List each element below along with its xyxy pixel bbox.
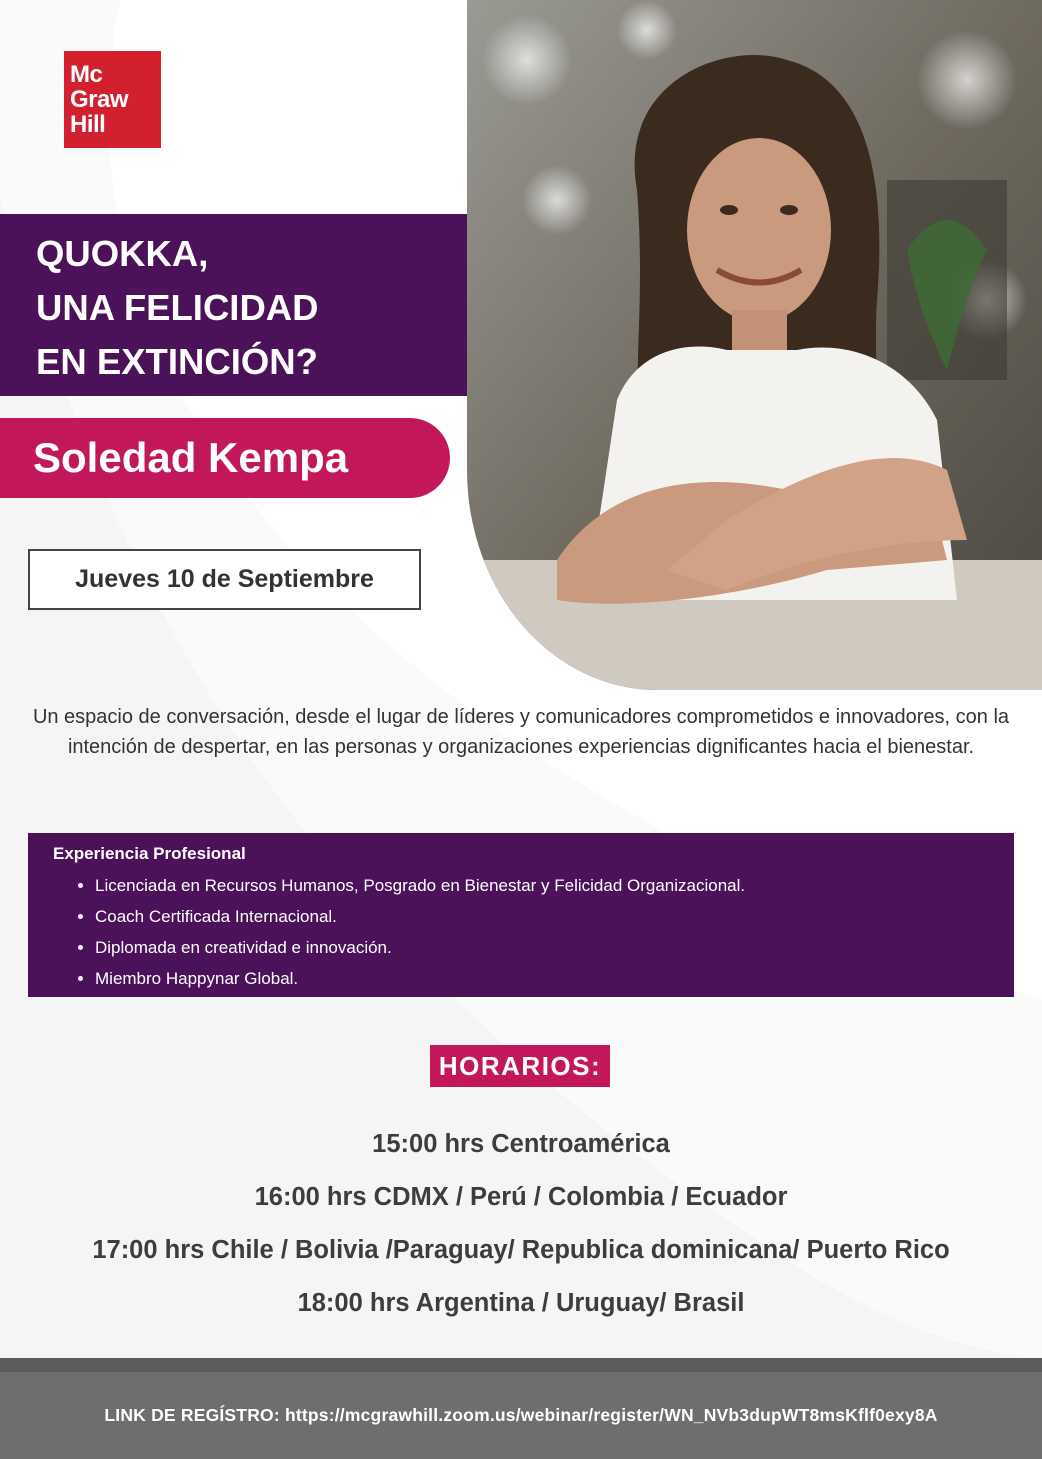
speaker-photo <box>467 0 1042 690</box>
speaker-name: Soledad Kempa <box>0 418 450 498</box>
experience-list <box>53 870 1014 994</box>
experience-panel <box>28 833 1014 997</box>
logo-line: Hill <box>70 111 106 138</box>
event-description: Un espacio de conversación, desde el lugar de líderes y comunicadores comprometidos e innovadores, con la intención de despertar, en las personas y organizaciones experiencias dignificantes hacia el bienestar. <box>32 706 1010 758</box>
schedule-line: 18:00 hrs Argentina / Uruguay/ Brasil <box>297 1289 745 1317</box>
list-item: • Miembro Happynar Global. <box>95 963 1014 994</box>
logo-line: Mc <box>70 61 103 88</box>
schedule-line: 15:00 hrs Centroamérica <box>372 1130 670 1158</box>
experience-title: Experiencia Profesional <box>53 844 246 863</box>
title-line: UNA FELICIDAD <box>36 287 319 328</box>
event-title <box>0 214 467 396</box>
event-date: Jueves 10 de Septiembre <box>28 549 421 610</box>
logo-line: Graw <box>70 86 129 113</box>
list-item: • Licenciada en Recursos Humanos, Posgrado en Bienestar y Felicidad Organizacional. <box>95 870 1014 901</box>
list-item: • Diplomada en creatividad e innovación. <box>95 932 1014 963</box>
footer-divider <box>0 1358 1042 1372</box>
registration-link[interactable]: LINK DE REGÍSTRO: https://mcgrawhill.zoom.us/webinar/register/WN_NVb3dupWT8msKflf0exy8A <box>0 1372 1042 1459</box>
schedule-line: 16:00 hrs CDMX / Perú / Colombia / Ecuador <box>254 1183 788 1211</box>
mcgraw-hill-logo <box>64 51 161 148</box>
title-line: QUOKKA, <box>36 233 209 274</box>
schedule-line: 17:00 hrs Chile / Bolivia /Paraguay/ Republica dominicana/ Puerto Rico <box>92 1236 950 1264</box>
title-line: EN EXTINCIÓN? <box>36 341 318 382</box>
list-item: • Coach Certificada Internacional. <box>95 901 1014 932</box>
schedule-label: HORARIOS: <box>430 1045 610 1087</box>
schedule-list <box>0 1118 1042 1330</box>
